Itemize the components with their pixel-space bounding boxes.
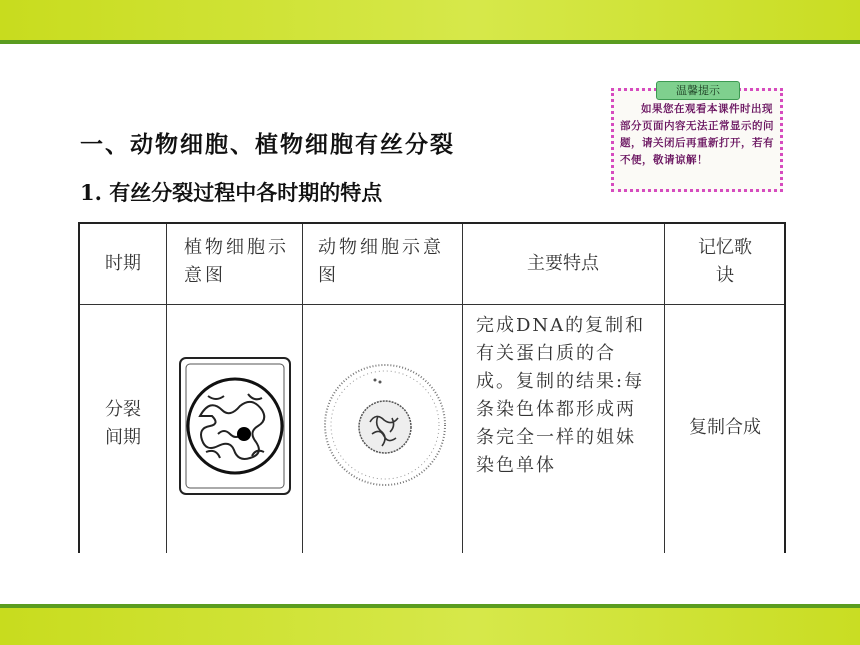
warm-tip-text: 如果您在观看本课件时出现部分页面内容无法正常显示的问题，请关闭后再重新打开，若有不便，敬请谅解！ (620, 103, 774, 166)
subsection-heading: 1. 有丝分裂过程中各时期的特点 (80, 180, 383, 205)
header-period: 时期 (105, 253, 141, 274)
header-main-features: 主要特点 (527, 253, 599, 274)
plant-cell-diagram (178, 356, 292, 496)
bottom-green-band (0, 608, 860, 645)
table-row-divider (80, 304, 784, 305)
header-mnemonic: 记忆歌诀 (698, 237, 752, 286)
header-animal-diagram: 动物细胞示意图 (318, 237, 444, 286)
warm-tip-title: 温馨提示 (656, 81, 740, 100)
mitosis-table (78, 222, 786, 553)
header-plant-diagram: 植物细胞示意图 (184, 237, 289, 286)
top-green-band (0, 0, 860, 40)
animal-cell-diagram (320, 360, 450, 490)
warm-tip-box (611, 84, 783, 192)
table-col-divider (166, 224, 167, 553)
table-col-divider (302, 224, 303, 553)
row-mnemonic: 复制合成 (689, 417, 761, 438)
table-col-divider (664, 224, 665, 553)
row-period-interphase: 分裂间期 (105, 399, 141, 448)
section-heading: 一、动物细胞、植物细胞有丝分裂 (80, 132, 455, 158)
top-divider-line (0, 40, 860, 44)
row-main-features: 完成DNA的复制和有关蛋白质的合成。复制的结果:每条染色体都形成两条完全一样的姐妹染色单体 (476, 315, 646, 476)
